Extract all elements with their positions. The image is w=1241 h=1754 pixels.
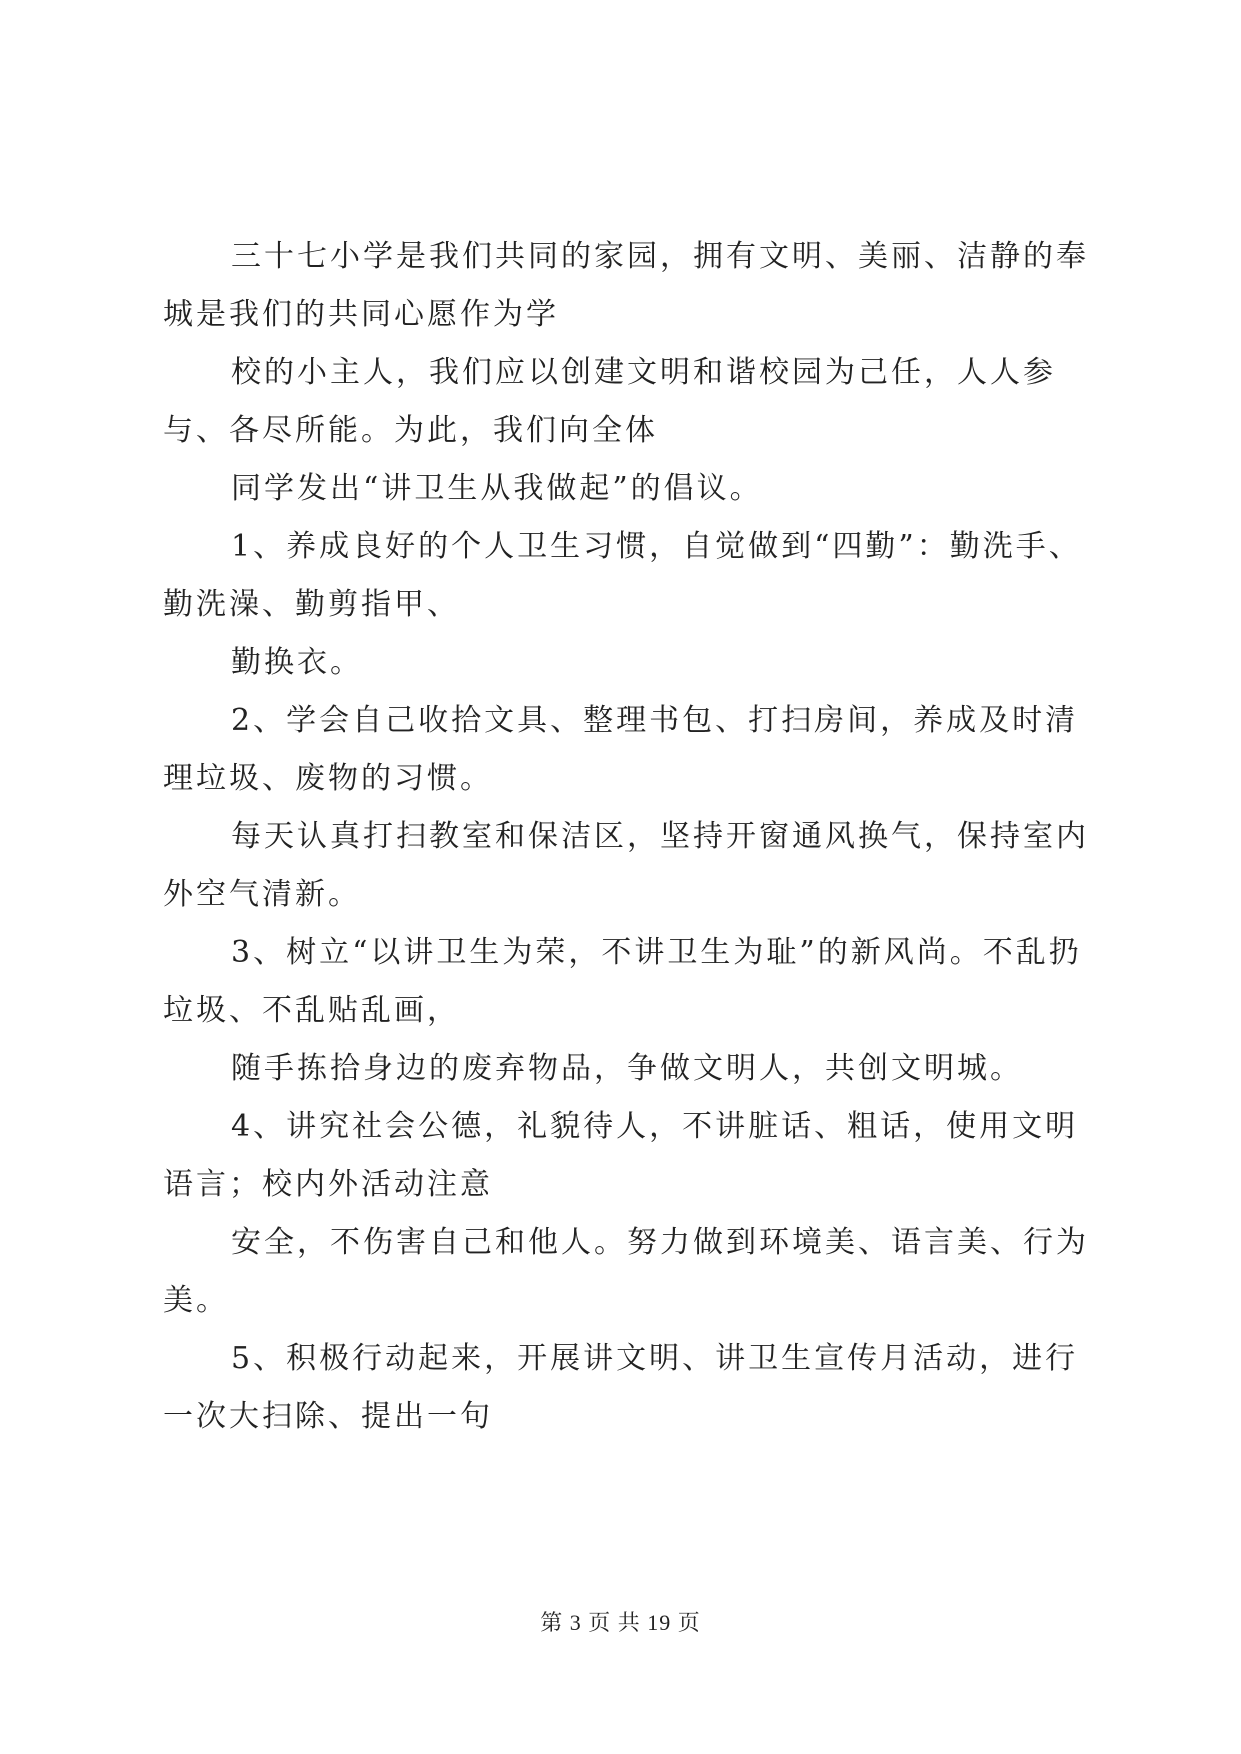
paragraph-7: 每天认真打扫教室和保洁区，坚持开窗通风换气，保持室内外空气清新。 xyxy=(163,819,1089,912)
paragraph-4: 1、养成良好的个人卫生习惯，自觉做到“四勤”：勤洗手、勤洗澡、勤剪指甲、 xyxy=(163,529,1082,622)
paragraph-11: 安全，不伤害自己和他人。努力做到环境美、语言美、行为美。 xyxy=(163,1225,1089,1318)
paragraph-10: 4、讲究社会公德，礼貌待人，不讲脏话、粗话，使用文明语言；校内外活动注意 xyxy=(163,1109,1079,1202)
paragraph-6: 2、学会自己收拾文具、整理书包、打扫房间，养成及时清理垃圾、废物的习惯。 xyxy=(163,703,1079,796)
page-footer: 第 3 页 共 19 页 xyxy=(540,1610,701,1635)
paragraph-8: 3、树立“以讲卫生为荣，不讲卫生为耻”的新风尚。不乱扔垃圾、不乱贴乱画， xyxy=(163,935,1082,1028)
paragraph-3: 同学发出“讲卫生从我做起”的倡议。 xyxy=(231,471,763,506)
paragraph-1: 三十七小学是我们共同的家园，拥有文明、美丽、洁静的奉城是我们的共同心愿作为学 xyxy=(163,239,1089,332)
paragraph-2: 校的小主人，我们应以创建文明和谐校园为己任，人人参与、各尽所能。为此，我们向全体 xyxy=(163,355,1056,448)
paragraph-5: 勤换衣。 xyxy=(231,645,363,680)
paragraph-12: 5、积极行动起来，开展讲文明、讲卫生宣传月活动，进行一次大扫除、提出一句 xyxy=(163,1341,1079,1434)
document-body xyxy=(163,228,1093,1446)
paragraph-9: 随手拣拾身边的废弃物品，争做文明人，共创文明城。 xyxy=(231,1051,1023,1086)
